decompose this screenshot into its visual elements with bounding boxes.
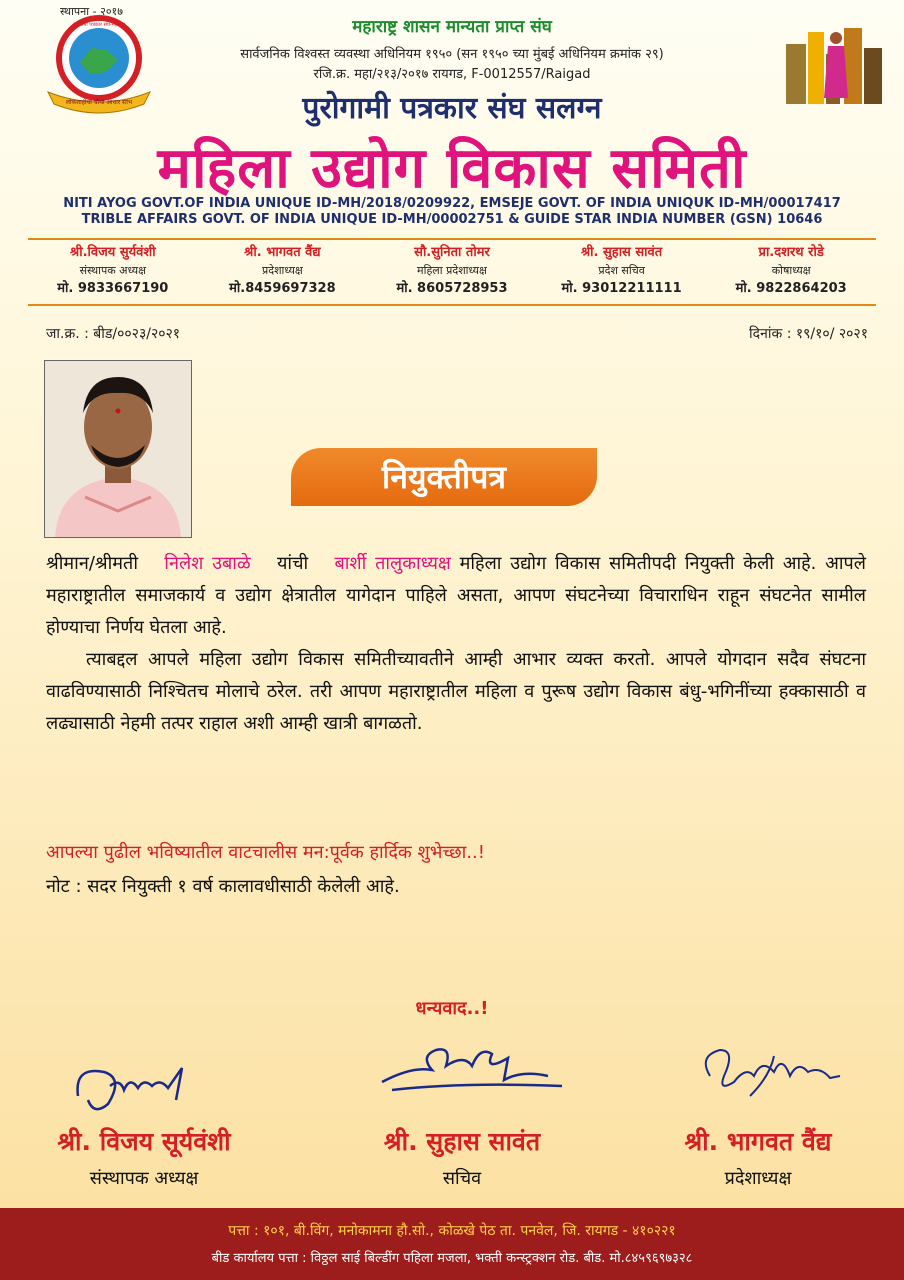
ids-line-1: NITI AYOG GOVT.OF INDIA UNIQUE ID-MH/2018/0209922, EMSEJE GOVT. OF INDIA UNIQUK ID-MH/00017417 <box>63 196 841 211</box>
registration-number: रजि.क्र. महा/२१३/२०१७ रायगड, F-0012557/Raigad <box>313 67 591 82</box>
header-divider-bottom <box>28 304 876 306</box>
signatory-designation: संस्थापक अध्यक्ष <box>89 1168 199 1189</box>
reference-number: जा.क्र. : बीड/००२३/२०२१ <box>46 326 181 342</box>
salutation: श्रीमान/श्रीमती <box>46 553 138 574</box>
act-text: सार्वजनिक विश्वस्त व्यवस्था अधिनियम १९५० (सन १९५० च्या मुंबई अधिनियम क्रमांक २९) <box>240 47 664 62</box>
signature-2 <box>372 1036 572 1106</box>
officer-card <box>537 244 707 300</box>
note-line: नोट : सदर नियुक्ती १ वर्ष कालावधीसाठी केलेली आहे. <box>46 876 400 897</box>
association-name: पुरोगामी पत्रकार संघ सलग्न <box>302 91 602 126</box>
officer-card <box>198 244 368 300</box>
signature-3 <box>690 1036 890 1106</box>
officer-card <box>706 244 876 300</box>
appointed-post: बार्शी तालुकाध्यक्ष <box>334 553 451 574</box>
officer-designation: महिला प्रदेशाध्यक्ष <box>417 264 487 277</box>
government-ids <box>0 196 904 228</box>
officers-row <box>28 244 876 300</box>
officer-card <box>28 244 198 300</box>
yanchi-word: यांची <box>276 553 309 574</box>
ids-line-2: TRIBLE AFFAIRS GOVT. OF INDIA UNIQUE ID-MH/00002751 & GUIDE STAR INDIA NUMBER (GSN) 10646 <box>81 212 823 227</box>
officer-name: श्री. सुहास सावंत <box>580 245 663 260</box>
wishes-line: आपल्या पुढील भविष्यातील वाटचालीस मन:पूर्वक हार्दिक शुभेच्छा..! <box>46 842 485 863</box>
officer-phone: मो. 8605728953 <box>396 281 508 296</box>
signature-1 <box>64 1056 264 1126</box>
signatory-name: श्री. विजय सूर्यवंशी <box>57 1127 231 1156</box>
appointee-photo <box>44 360 192 538</box>
signatory-designation: प्रदेशाध्यक्ष <box>724 1168 792 1189</box>
officer-phone: मो.8459697328 <box>229 281 336 296</box>
officer-name: श्री.विजय सुर्यवंशी <box>70 245 156 260</box>
officer-designation: प्रदेशाध्यक्ष <box>261 264 303 277</box>
officer-name: प्रा.दशरथ रोडे <box>758 245 824 260</box>
thanks-line: धन्यवाद..! <box>415 998 489 1019</box>
officer-designation: कोषाध्यक्ष <box>771 264 811 277</box>
officer-phone: मो. 9833667190 <box>57 281 169 296</box>
svg-text:पुरोगामी पत्रकार संघ-महाराष्ट्: पुरोगामी पत्रकार संघ-महाराष्ट्र <box>73 22 125 28</box>
signatory-name: श्री. सुहास सावंत <box>383 1127 541 1156</box>
organization-name: महिला उद्योग विकास समिती <box>157 136 747 201</box>
letter-title-banner: नियुक्तीपत्र <box>291 448 597 506</box>
paragraph-2: त्याबद्दल आपले महिला उद्योग विकास समितीच्यावतीने आम्ही आभार व्यक्त करतो. आपले योगदान सदैव संघटना वाढविण्यासाठी निश्‍चितच मोलाचे ठरेल. तरी आपण महाराष्ट्रातील महिला व पुरूष उद्योग विकास बंधु-भगिनींच्या हक्कासाठी व लढ्यासाठी नेहमी तत्पर राहाल अशी आम्ही खात्री बागळतो. <box>46 649 866 734</box>
officer-designation: संस्थापक अध्यक्ष <box>79 264 146 277</box>
letter-body <box>46 548 866 740</box>
paragraph-1 <box>46 548 866 644</box>
appointee-name: निलेश उबाळे <box>164 553 251 574</box>
signatory-designation: सचिव <box>442 1168 482 1189</box>
signatory-name: श्री. भागवत वैंद्य <box>684 1127 832 1156</box>
footer-band <box>0 1208 904 1280</box>
officer-name: श्री. भागवत वैंद्य <box>244 245 321 260</box>
header-divider-top <box>28 238 876 240</box>
officer-phone: मो. 93012211111 <box>561 281 682 296</box>
officer-name: सौ.सुनिता तोमर <box>414 245 490 260</box>
officer-designation: प्रदेश सचिव <box>598 264 645 277</box>
svg-text:लोकशाहीचा चौथा आधार स्तंभ: लोकशाहीचा चौथा आधार स्तंभ <box>65 99 133 106</box>
paragraph-1-rest: महिला उद्योग विकास समितीपदी नियुक्ती केली आहे. आपले महाराष्ट्रातील समाजकार्य व उद्योग क्षेत्रातील यागेदान पाहिले असता, आपण संघटनेच्या विचाराधिन राहून संघटनेत सामील होण्याचा निर्णय घेतला आहे. <box>46 553 866 638</box>
established-year: स्थापना - २०१७ <box>60 5 123 18</box>
office-address-line: बीड कार्यालय पत्ता : विठ्ठल साई बिल्डींग पहिला मजला, भक्ती कन्स्ट्रक्शन रोड. बीड. मो.८४५९६९७३२८ <box>211 1251 693 1266</box>
officer-card <box>367 244 537 300</box>
person-portrait-icon <box>45 361 191 537</box>
officer-phone: मो. 9822864203 <box>735 281 847 296</box>
address-line: पत्ता : १०१, बी.विंग, मनोकामना हौ.सो., कोळखे पेठ ता. पनवेल, जि. रायगड - ४१०२२१ <box>228 1223 676 1239</box>
recognition-text: महाराष्ट्र शासन मान्यता प्राप्त संघ <box>352 17 552 37</box>
letter-date: दिनांक : १९/१०/ २०२१ <box>749 326 868 342</box>
